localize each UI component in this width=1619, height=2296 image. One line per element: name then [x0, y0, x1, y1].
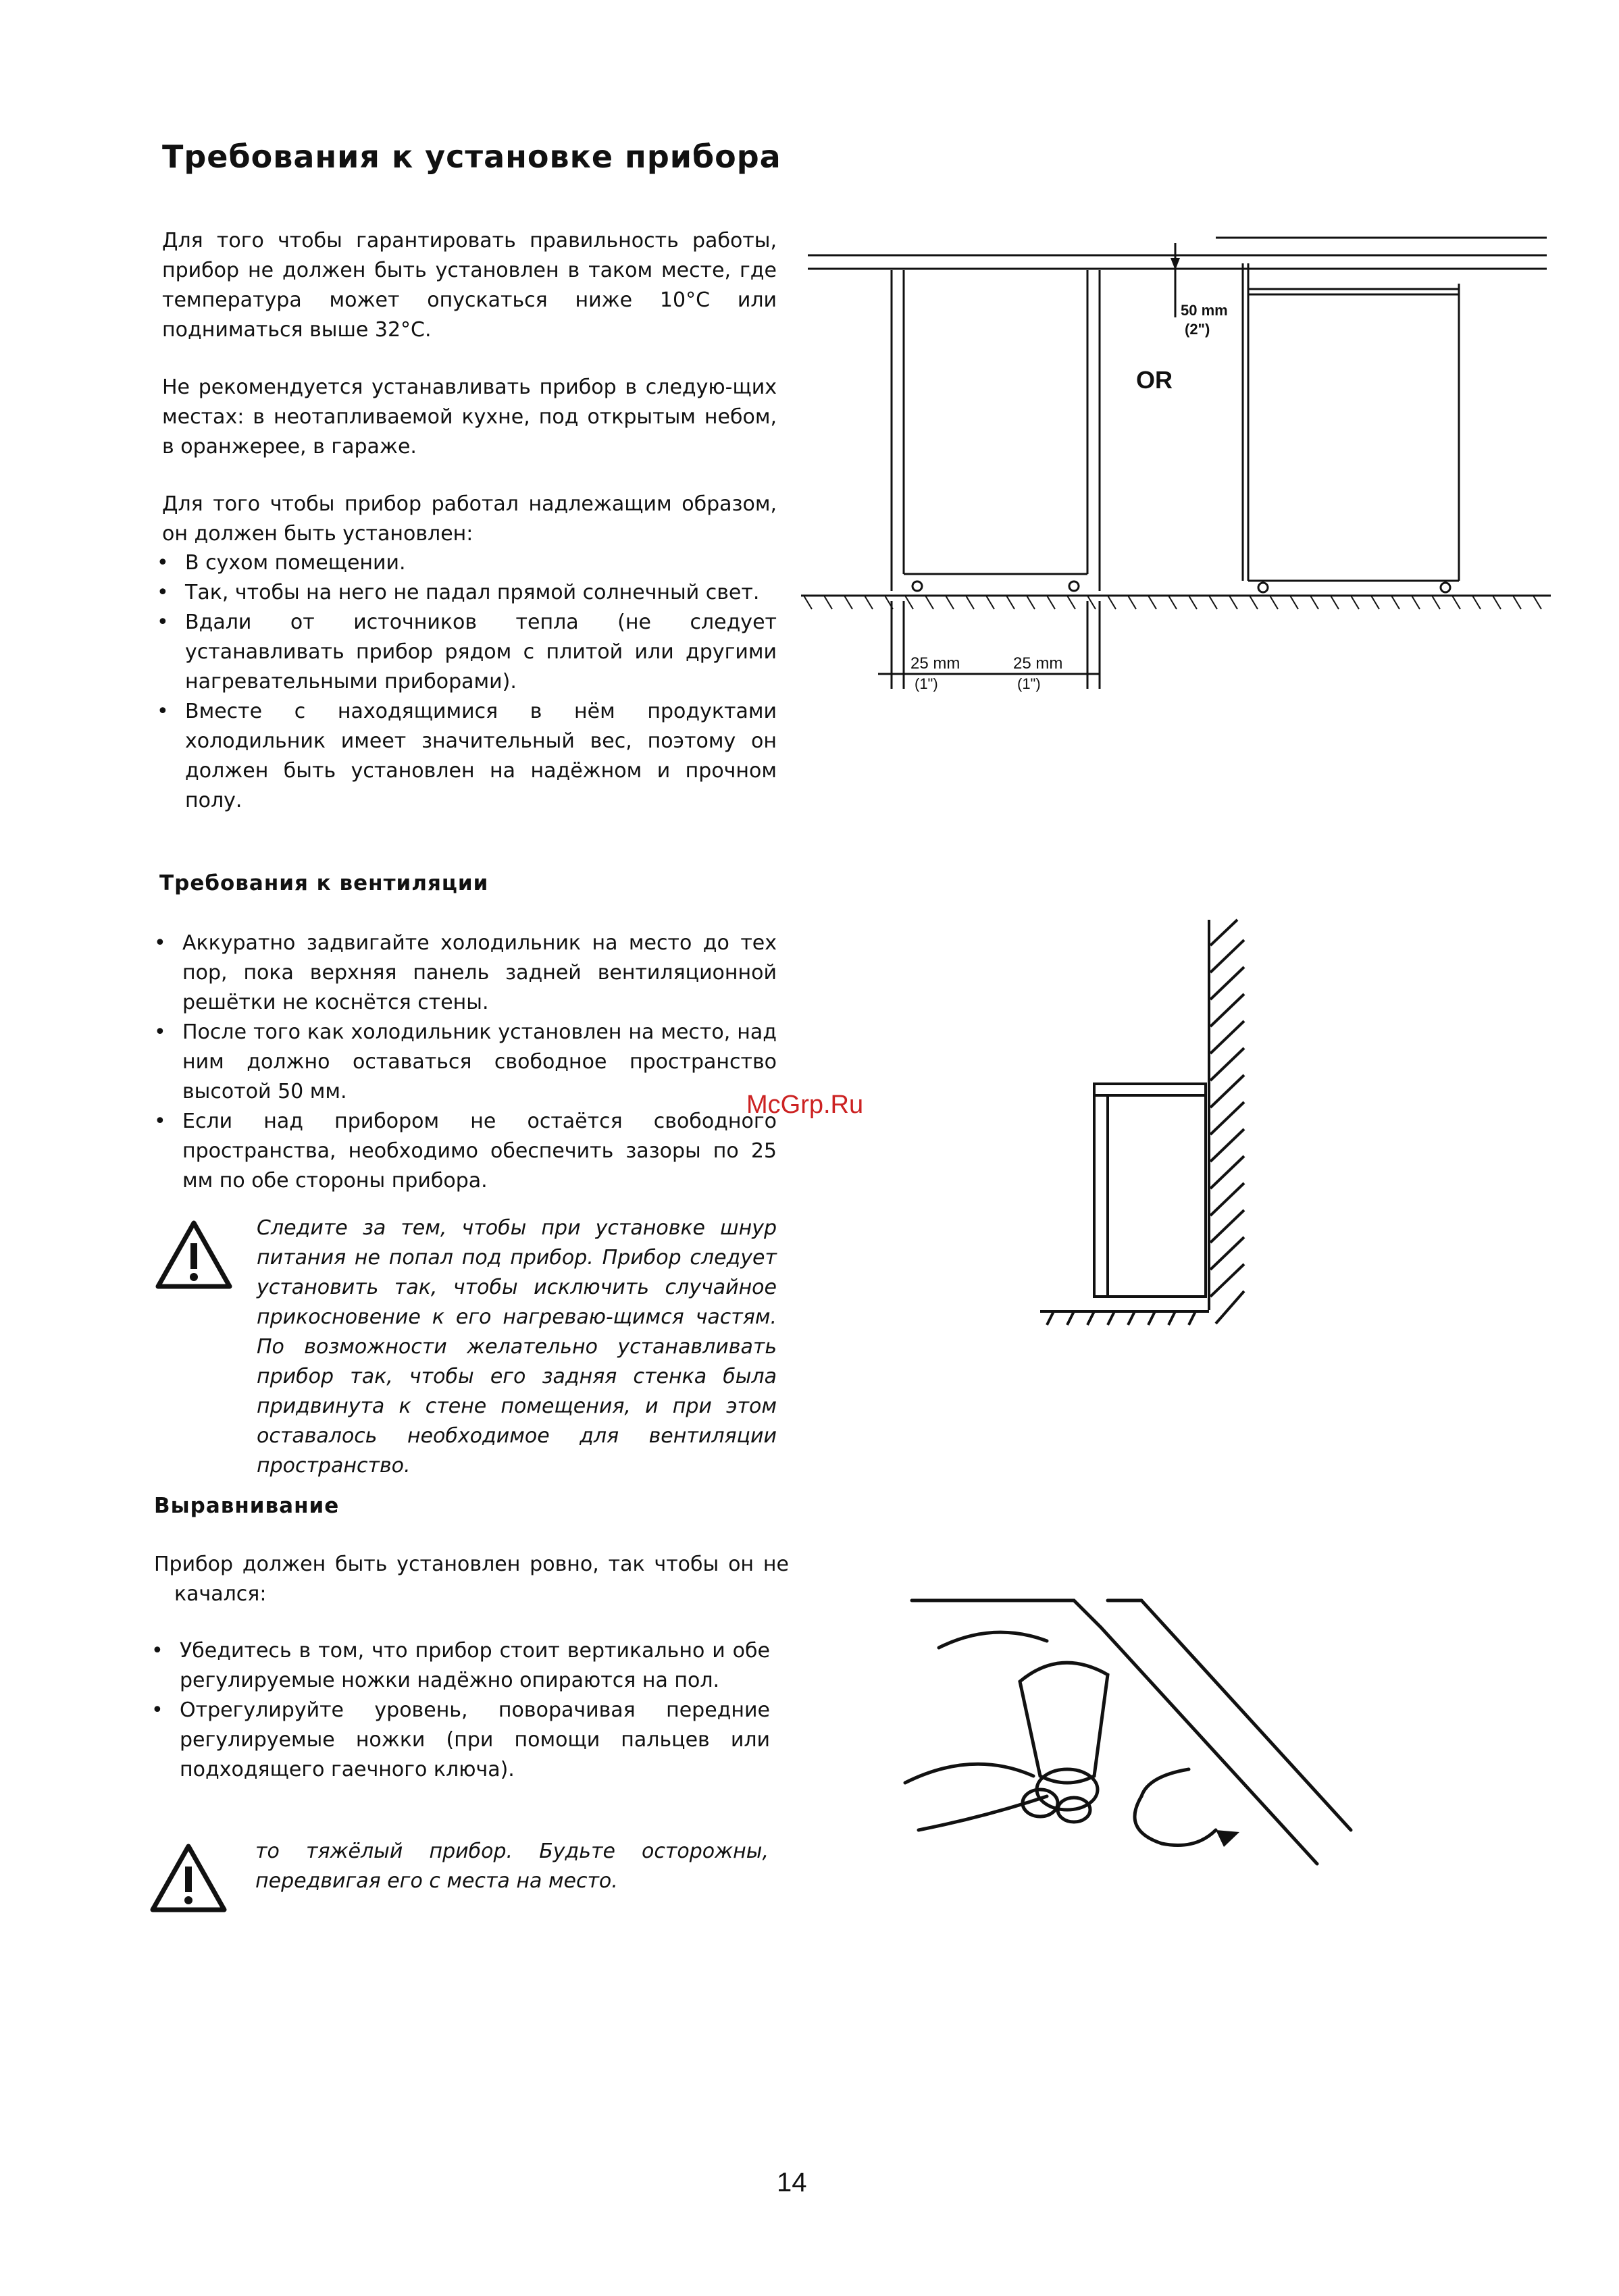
- ventilation-heading: Требования к вентиляции: [159, 871, 489, 895]
- list-item: • Вместе с находящимися в нём продуктами холодильник имеет значительный вес, поэтому он должен быть установлен на надёжном и прочном полу.: [154, 697, 777, 816]
- warning-triangle-icon: [154, 1219, 234, 1290]
- page-number: 14: [777, 2168, 807, 2197]
- leveling-heading: Выравнивание: [154, 1494, 340, 1518]
- ventilation-warning-text: Следите за тем, чтобы при установке шнур питания не попал под прибор. Прибор следует установить так, чтобы исключить случайное прикосновение к его нагреваю-щимся частям. По возможности желательно устанавливать прибор так, чтобы его задняя стенка была придвинута к стене помещения, и при этом оставалось необходимое для вентиляции пространство.: [257, 1216, 777, 1478]
- wall-placement-diagram: [1027, 918, 1270, 1337]
- leveling-foot-diagram: [898, 1573, 1358, 1871]
- list-item: • Так, чтобы на него не падал прямой солнечный свет.: [154, 578, 777, 608]
- gap-top-label: 50 mm: [1181, 302, 1228, 319]
- gap-top-inch-label: (2"): [1185, 321, 1210, 338]
- intro-paragraph-1: Для того чтобы гарантировать правильность работы, прибор не должен быть установлен в таком месте, где температура может опускаться ниже 10°С или подниматься выше 32°С.: [162, 229, 777, 342]
- list-item: • В сухом помещении.: [154, 548, 777, 578]
- warning-triangle-icon: [149, 1842, 228, 1914]
- clearance-diagram: [797, 223, 1567, 709]
- list-item: • После того как холодильник установлен на место, над ним должно оставаться свободное пространство высотой 50 мм.: [151, 1018, 777, 1107]
- leveling-warning-text: то тяжёлый прибор. Будьте осторожны, передвигая его с места на место.: [255, 1840, 769, 1893]
- gap-side-label-right: 25 mm: [1013, 654, 1063, 673]
- list-item: • Отрегулируйте уровень, поворачивая передние регулируемые ножки (при помощи пальцев или подходящего гаечного ключа).: [149, 1696, 770, 1785]
- page-title: Требования к установке прибора: [162, 138, 781, 175]
- placement-list: [154, 548, 777, 816]
- intro-paragraph-2: Не рекомендуется устанавливать прибор в следую-щих местах: в неотапливаемой кухне, под открытым небом, в оранжерее, в гараже.: [162, 375, 777, 459]
- intro-paragraph-3: Для того чтобы прибор работал надлежащим образом, он должен быть установлен:: [162, 492, 777, 546]
- list-item: • Аккуратно задвигайте холодильник на место до тех пор, пока верхняя панель задней вентиляционной решётки не коснётся стены.: [151, 929, 777, 1018]
- leveling-intro: Прибор должен быть установлен ровно, так чтобы он не качался:: [154, 1553, 789, 1606]
- list-item: • Убедитесь в том, что прибор стоит вертикально и обе регулируемые ножки надёжно опираются на пол.: [149, 1636, 770, 1696]
- gap-side-inch-left: (1"): [915, 675, 938, 692]
- list-item: • Вдали от источников тепла (не следует устанавливать прибор рядом с плитой или другими нагревательными приборами).: [154, 608, 777, 697]
- watermark: McGrp.Ru: [746, 1091, 864, 1119]
- leveling-list: [149, 1636, 770, 1785]
- or-label: OR: [1136, 366, 1173, 394]
- ventilation-list: [151, 929, 777, 1196]
- gap-side-inch-right: (1"): [1017, 675, 1041, 692]
- list-item: • Если над прибором не остаётся свободного пространства, необходимо обеспечить зазоры по 25 мм по обе стороны прибора.: [151, 1107, 777, 1196]
- gap-side-label-left: 25 mm: [910, 654, 960, 673]
